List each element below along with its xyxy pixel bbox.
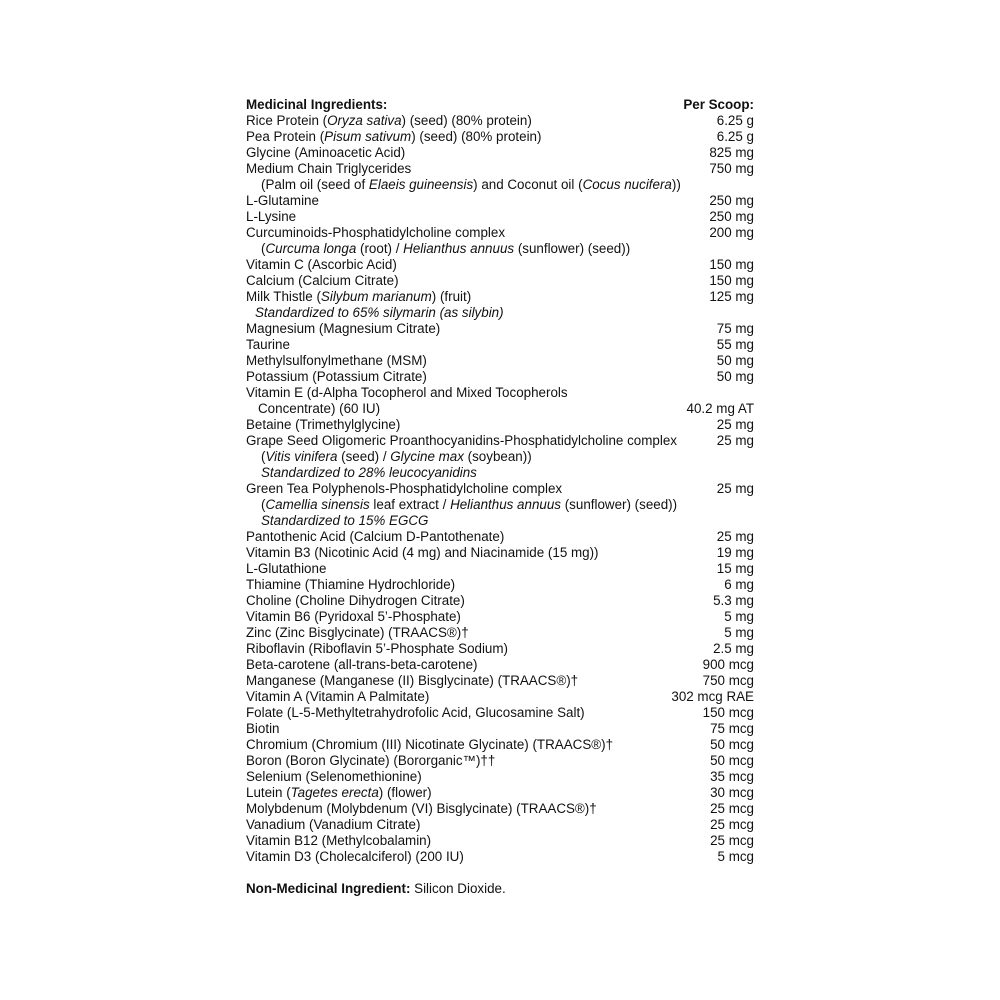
- non-medicinal-ingredient: [246, 881, 754, 897]
- ingredient-name-part: Concentrate) (60 IU): [258, 401, 381, 416]
- ingredient-row: [246, 753, 754, 769]
- ingredient-name: [246, 113, 717, 129]
- ingredient-name-part: Potassium (Potassium Citrate): [246, 369, 427, 384]
- ingredient-row: [246, 417, 754, 433]
- ingredient-name-part: (Palm oil (seed of: [261, 177, 369, 192]
- ingredient-row: [246, 593, 754, 609]
- ingredient-name: [246, 353, 717, 369]
- ingredient-name: [246, 337, 717, 353]
- ingredient-amount: 30 mcg: [710, 785, 754, 800]
- ingredient-name-part: ) (flower): [378, 785, 432, 800]
- ingredient-name-italic: Helianthus annuus: [450, 497, 561, 512]
- ingredient-name: [246, 369, 717, 385]
- ingredient-name: [246, 833, 710, 849]
- ingredient-name-part: Boron (Boron Glycinate) (Bororganic™)††: [246, 753, 496, 768]
- ingredient-name-italic: Elaeis guineensis: [368, 177, 474, 192]
- ingredient-amount: 6.25 g: [716, 113, 754, 128]
- ingredient-row: [246, 817, 754, 833]
- ingredient-name-part: Chromium (Chromium (III) Nicotinate Glycinate) (TRAACS®)†: [246, 737, 614, 752]
- ingredient-row: [246, 625, 754, 641]
- ingredient-row: [246, 785, 754, 801]
- ingredient-row: [246, 849, 754, 865]
- ingredient-name-italic: Tagetes erecta: [290, 785, 379, 800]
- ingredient-name-part: (sunflower) (seed)): [514, 241, 631, 256]
- ingredient-name-part: L-Glutamine: [246, 193, 319, 208]
- ingredient-name: [246, 753, 710, 769]
- ingredient-name-part: ) (fruit): [431, 289, 472, 304]
- ingredient-amount: 302 mcg RAE: [671, 689, 754, 704]
- ingredient-amount: 50 mg: [716, 369, 754, 384]
- ingredient-row: [246, 689, 754, 705]
- ingredient-row: [246, 129, 754, 145]
- ingredient-name-part: (: [261, 241, 266, 256]
- ingredient-name-part: Beta-carotene (all-trans-beta-carotene): [246, 657, 478, 672]
- ingredient-name-part: )): [671, 177, 681, 192]
- ingredient-amount: 25 mg: [716, 433, 754, 448]
- ingredient-amount: 25 mg: [716, 529, 754, 544]
- ingredient-amount: 150 mcg: [702, 705, 754, 720]
- ingredient-name: [246, 545, 717, 561]
- ingredient-row: [246, 737, 754, 753]
- ingredient-name-part: Rice Protein (: [246, 113, 328, 128]
- ingredient-row: [246, 177, 754, 193]
- ingredient-amount: 25 mcg: [710, 817, 754, 832]
- ingredient-name: [246, 689, 671, 705]
- ingredient-name-part: L-Glutathione: [246, 561, 327, 576]
- ingredient-amount: 125 mg: [709, 289, 754, 304]
- ingredient-row: [246, 321, 754, 337]
- ingredient-name: [246, 193, 709, 209]
- ingredient-name-part: Magnesium (Magnesium Citrate): [246, 321, 441, 336]
- ingredient-name: [246, 433, 717, 449]
- ingredient-row: [246, 369, 754, 385]
- ingredient-amount: 750 mcg: [702, 673, 754, 688]
- non-medicinal-value: Silicon Dioxide.: [410, 881, 506, 896]
- ingredient-name-part: Betaine (Trimethylglycine): [246, 417, 401, 432]
- ingredient-name: [246, 785, 710, 801]
- ingredient-name-part: Medium Chain Triglycerides: [246, 161, 412, 176]
- ingredient-name: [246, 209, 709, 225]
- ingredient-row: [246, 609, 754, 625]
- ingredient-name: [246, 385, 754, 401]
- ingredient-name: [246, 449, 754, 465]
- ingredient-amount: 250 mg: [709, 193, 754, 208]
- ingredient-name-italic: Pisum sativum: [324, 129, 412, 144]
- ingredient-amount: 75 mcg: [710, 721, 754, 736]
- ingredient-row: [246, 721, 754, 737]
- ingredient-row: [246, 481, 754, 497]
- ingredient-name-part: Methylsulfonylmethane (MSM): [246, 353, 427, 368]
- ingredient-amount: 200 mg: [709, 225, 754, 240]
- ingredient-amount: 25 mg: [716, 417, 754, 432]
- ingredient-row: [246, 401, 754, 417]
- ingredient-name: [246, 145, 709, 161]
- ingredient-name: [246, 241, 754, 257]
- ingredient-name: [246, 769, 710, 785]
- ingredient-name-part: Vitamin C (Ascorbic Acid): [246, 257, 397, 272]
- ingredient-name: [246, 273, 709, 289]
- ingredient-name: [246, 801, 710, 817]
- ingredient-name: [246, 417, 717, 433]
- ingredient-name: [246, 481, 717, 497]
- ingredient-amount: 5.3 mg: [713, 593, 754, 608]
- ingredient-name: [246, 257, 709, 273]
- ingredient-name-italic: Standardized to 65% silymarin (as silybin): [255, 305, 504, 320]
- ingredient-row: [246, 257, 754, 273]
- ingredient-row: [246, 465, 754, 481]
- ingredient-row: [246, 145, 754, 161]
- ingredient-name-part: Pantothenic Acid (Calcium D-Pantothenate): [246, 529, 505, 544]
- ingredient-name: [246, 321, 717, 337]
- ingredient-name: [246, 705, 703, 721]
- ingredient-name: [246, 609, 724, 625]
- ingredient-row: [246, 273, 754, 289]
- ingredient-row: [246, 801, 754, 817]
- ingredient-row: [246, 385, 754, 401]
- ingredient-row: [246, 833, 754, 849]
- ingredient-amount: 5 mg: [724, 609, 754, 624]
- ingredient-name: [246, 465, 754, 481]
- ingredient-name-part: Folate (L-5-Methyltetrahydrofolic Acid, Glucosamine Salt): [246, 705, 585, 720]
- ingredient-name-part: Selenium (Selenomethionine): [246, 769, 422, 784]
- ingredient-row: [246, 305, 754, 321]
- ingredient-amount: 150 mg: [709, 273, 754, 288]
- ingredient-name: [246, 177, 754, 193]
- ingredient-name-italic: Helianthus annuus: [403, 241, 515, 256]
- ingredient-amount: 750 mg: [709, 161, 754, 176]
- ingredient-name-part: Lutein (: [246, 785, 291, 800]
- ingredient-amount: 250 mg: [709, 209, 754, 224]
- ingredient-amount: 25 mg: [716, 481, 754, 496]
- ingredient-row: [246, 193, 754, 209]
- ingredient-name: [246, 401, 687, 417]
- ingredient-amount: 40.2 mg AT: [686, 401, 754, 416]
- ingredient-row: [246, 641, 754, 657]
- ingredient-name-part: Grape Seed Oligomeric Proanthocyanidins-Phosphatidylcholine complex: [246, 433, 677, 448]
- ingredient-name-italic: Oryza sativa: [327, 113, 402, 128]
- ingredient-name-part: Taurine: [246, 337, 290, 352]
- ingredient-row: [246, 241, 754, 257]
- ingredient-name-part: Curcuminoids-Phosphatidylcholine complex: [246, 225, 506, 240]
- ingredient-name-part: leaf extract /: [369, 497, 451, 512]
- ingredient-name: [246, 577, 724, 593]
- ingredient-amount: 50 mg: [716, 353, 754, 368]
- ingredient-amount: 5 mg: [724, 625, 754, 640]
- ingredient-name-part: (: [261, 449, 266, 464]
- ingredient-row: [246, 289, 754, 305]
- ingredient-name-italic: Camellia sinensis: [265, 497, 370, 512]
- ingredient-amount: 50 mcg: [710, 737, 754, 752]
- ingredient-name: [246, 721, 710, 737]
- ingredient-name-italic: Standardized to 28% leucocyanidins: [261, 465, 477, 480]
- ingredient-amount: 6 mg: [724, 577, 754, 592]
- ingredient-name: [246, 305, 754, 321]
- ingredient-name-part: Zinc (Zinc Bisglycinate) (TRAACS®)†: [246, 625, 469, 640]
- ingredient-row: [246, 209, 754, 225]
- ingredient-name-italic: Curcuma longa: [265, 241, 357, 256]
- ingredient-row: [246, 705, 754, 721]
- ingredient-amount: 2.5 mg: [713, 641, 754, 656]
- ingredient-amount: 900 mcg: [702, 657, 754, 672]
- ingredient-amount: 150 mg: [709, 257, 754, 272]
- ingredient-name-part: Calcium (Calcium Citrate): [246, 273, 399, 288]
- ingredient-row: [246, 513, 754, 529]
- ingredient-name-part: (root) /: [356, 241, 404, 256]
- medicinal-ingredients-heading: Medicinal Ingredients:: [246, 97, 388, 112]
- ingredient-row: [246, 497, 754, 513]
- ingredient-name: [246, 529, 717, 545]
- ingredients-panel: [246, 97, 754, 897]
- ingredient-name-part: Thiamine (Thiamine Hydrochloride): [246, 577, 456, 592]
- ingredient-amount: 35 mcg: [710, 769, 754, 784]
- ingredient-name-italic: Standardized to 15% EGCG: [261, 513, 429, 528]
- ingredient-name-part: Manganese (Manganese (II) Bisglycinate) (TRAACS®)†: [246, 673, 579, 688]
- ingredient-amount: 55 mg: [716, 337, 754, 352]
- ingredient-row: [246, 673, 754, 689]
- non-medicinal-label: Non-Medicinal Ingredient:: [246, 881, 411, 896]
- ingredient-name-part: Molybdenum (Molybdenum (VI) Bisglycinate) (TRAACS®)†: [246, 801, 597, 816]
- ingredient-name-part: (: [261, 497, 266, 512]
- ingredient-name: [246, 593, 713, 609]
- per-scoop-heading: Per Scoop:: [683, 97, 754, 112]
- ingredient-name-part: Choline (Choline Dihydrogen Citrate): [246, 593, 465, 608]
- ingredient-row: [246, 577, 754, 593]
- ingredient-name: [246, 289, 709, 305]
- ingredient-amount: 50 mcg: [710, 753, 754, 768]
- ingredient-row: [246, 337, 754, 353]
- ingredient-name-italic: Vitis vinifera: [265, 449, 338, 464]
- ingredient-name-part: Pea Protein (: [246, 129, 325, 144]
- ingredient-name-part: Riboflavin (Riboflavin 5’-Phosphate Sodium): [246, 641, 508, 656]
- ingredient-name-italic: Glycine max: [390, 449, 464, 464]
- ingredient-row: [246, 113, 754, 129]
- ingredient-name-italic: Cocus nucifera: [582, 177, 672, 192]
- ingredient-name: [246, 161, 709, 177]
- ingredient-list: [246, 113, 754, 865]
- ingredient-name: [246, 497, 754, 513]
- ingredient-amount: 75 mg: [716, 321, 754, 336]
- ingredient-name-part: Milk Thistle (: [246, 289, 321, 304]
- ingredient-name-part: Vitamin A (Vitamin A Palmitate): [246, 689, 430, 704]
- ingredient-name-part: ) (seed) (80% protein): [411, 129, 542, 144]
- ingredients-header: [246, 97, 754, 113]
- ingredient-amount: 25 mcg: [710, 801, 754, 816]
- ingredient-name-part: (sunflower) (seed)): [561, 497, 678, 512]
- ingredient-name: [246, 129, 717, 145]
- ingredient-name: [246, 561, 717, 577]
- ingredient-name-part: Vitamin B3 (Nicotinic Acid (4 mg) and Niacinamide (15 mg)): [246, 545, 599, 560]
- ingredient-row: [246, 433, 754, 449]
- ingredient-name: [246, 225, 709, 241]
- ingredient-row: [246, 449, 754, 465]
- ingredient-name-part: Vitamin B6 (Pyridoxal 5’-Phosphate): [246, 609, 461, 624]
- ingredient-name: [246, 817, 710, 833]
- ingredient-amount: 6.25 g: [716, 129, 754, 144]
- ingredient-name-part: Biotin: [246, 721, 280, 736]
- ingredient-name-part: L-Lysine: [246, 209, 297, 224]
- ingredient-row: [246, 225, 754, 241]
- ingredient-name-part: Vitamin D3 (Cholecalciferol) (200 IU): [246, 849, 464, 864]
- ingredient-name: [246, 641, 713, 657]
- ingredient-row: [246, 529, 754, 545]
- ingredient-name: [246, 625, 724, 641]
- ingredient-row: [246, 657, 754, 673]
- ingredient-row: [246, 561, 754, 577]
- ingredient-amount: 5 mcg: [717, 849, 754, 864]
- ingredient-amount: 19 mg: [716, 545, 754, 560]
- ingredient-name: [246, 513, 754, 529]
- ingredient-name-part: (seed) /: [337, 449, 391, 464]
- ingredient-name: [246, 737, 710, 753]
- ingredient-row: [246, 161, 754, 177]
- ingredient-name-part: ) (seed) (80% protein): [401, 113, 532, 128]
- ingredient-row: [246, 353, 754, 369]
- ingredient-row: [246, 545, 754, 561]
- ingredient-row: [246, 769, 754, 785]
- ingredient-amount: 15 mg: [716, 561, 754, 576]
- ingredient-name-part: Vitamin E (d-Alpha Tocopherol and Mixed Tocopherols: [246, 385, 568, 400]
- ingredient-name-part: ) and Coconut oil (: [473, 177, 583, 192]
- ingredient-name-part: Vitamin B12 (Methylcobalamin): [246, 833, 432, 848]
- ingredient-name: [246, 849, 718, 865]
- ingredient-name: [246, 657, 703, 673]
- ingredient-name-part: Green Tea Polyphenols-Phosphatidylcholine complex: [246, 481, 563, 496]
- ingredient-name-part: Glycine (Aminoacetic Acid): [246, 145, 406, 160]
- ingredient-name-part: Vanadium (Vanadium Citrate): [246, 817, 421, 832]
- ingredient-name-part: (soybean)): [463, 449, 532, 464]
- ingredient-amount: 825 mg: [709, 145, 754, 160]
- ingredient-name-italic: Silybum marianum: [320, 289, 432, 304]
- ingredient-amount: 25 mcg: [710, 833, 754, 848]
- ingredient-name: [246, 673, 703, 689]
